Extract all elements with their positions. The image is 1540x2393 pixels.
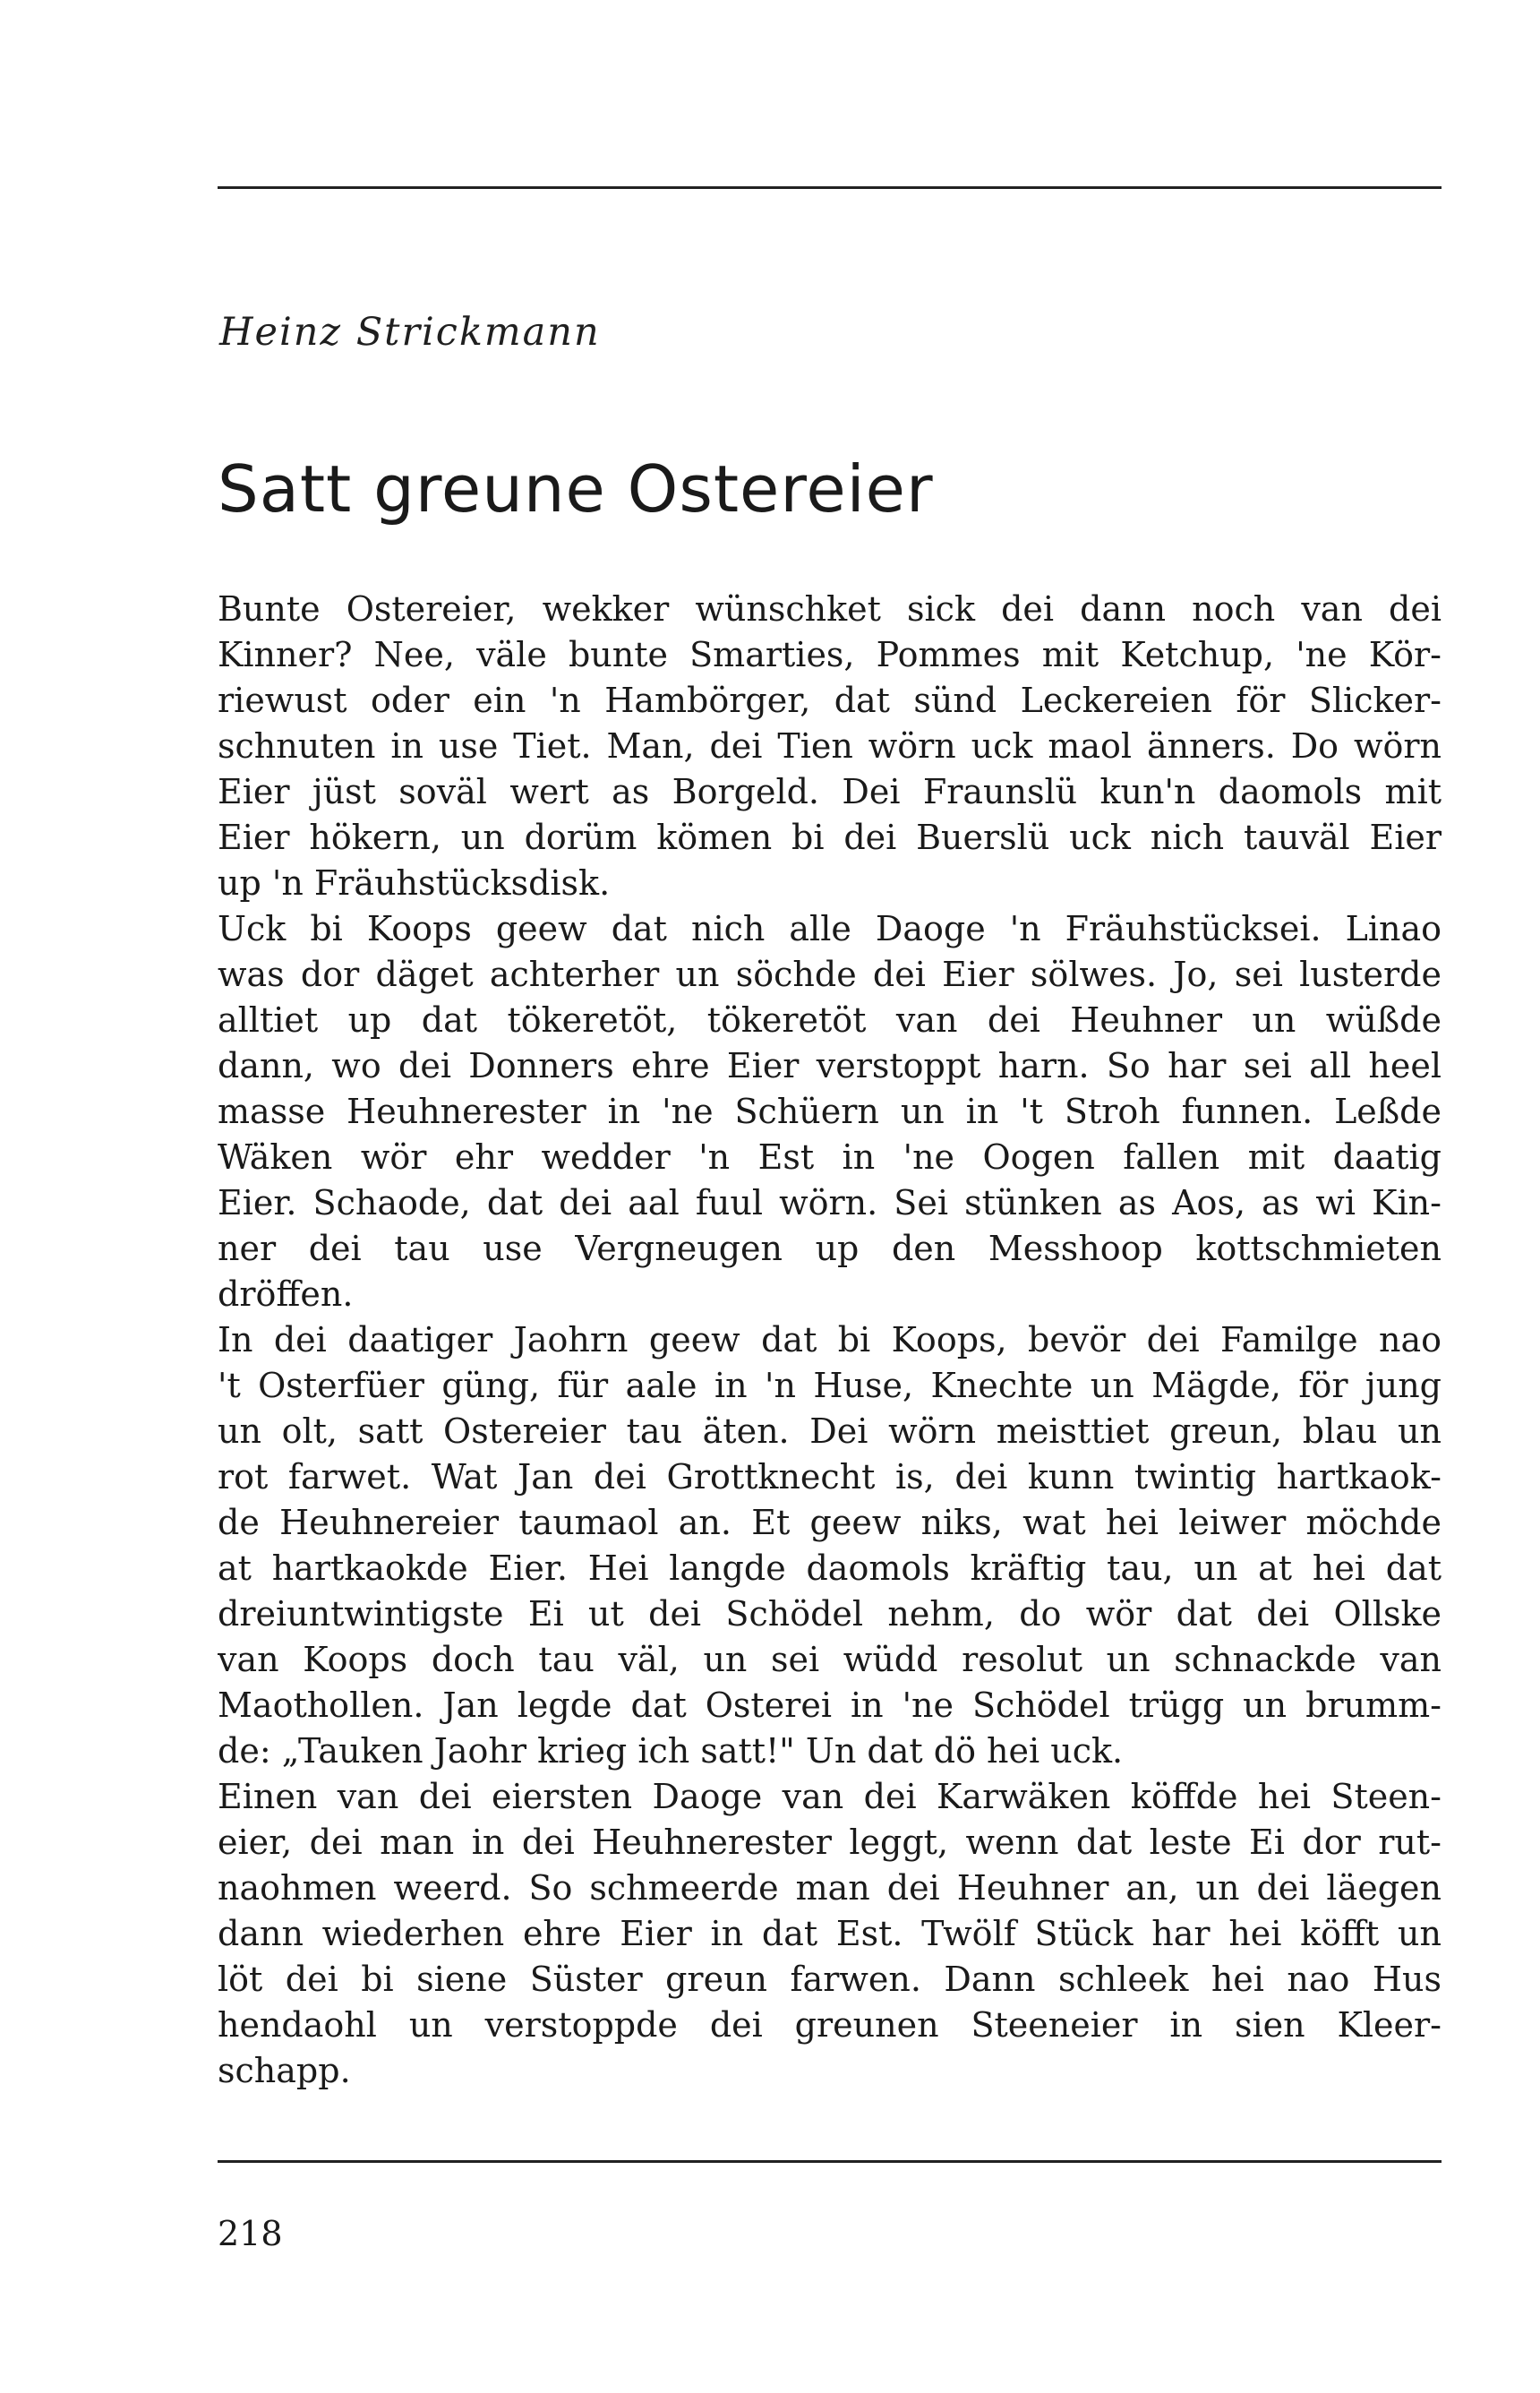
- text-line: dröffen.: [218, 1274, 354, 1314]
- text-line: schnuten in use Tiet. Man, dei Tien wörn uck maol änners. Do wörn: [218, 726, 1442, 766]
- text-line: Einen van dei eiersten Daoge van dei Karwäken köffde hei Steen-: [218, 1777, 1442, 1816]
- page-title: Satt greune Ostereier: [218, 451, 934, 527]
- text-line: Uck bi Koops geew dat nich alle Daoge 'n Fräuhstücksei. Linao: [218, 909, 1442, 948]
- text-line: Eier jüst soväl wert as Borgeld. Dei Fraunslü kun'n daomols mit: [218, 772, 1442, 811]
- text-line: van Koops doch tau väl, un sei wüdd resolut un schnackde van: [218, 1640, 1442, 1679]
- text-line: Eier. Schaode, dat dei aal fuul wörn. Sei stünken as Aos, as wi Kin-: [218, 1183, 1442, 1222]
- bottom-rule: [218, 2160, 1442, 2163]
- text-line: dreiuntwintigste Ei ut dei Schödel nehm, do wör dat dei Ollske: [218, 1594, 1442, 1634]
- text-line: löt dei bi siene Süster greun farwen. Dann schleek hei nao Hus: [218, 1960, 1442, 1999]
- text-line: eier, dei man in dei Heuhnerester leggt, wenn dat leste Ei dor rut-: [218, 1823, 1442, 1862]
- text-line: un olt, satt Ostereier tau äten. Dei wörn meisttiet greun, blau un: [218, 1411, 1442, 1451]
- text-line: Kinner? Nee, väle bunte Smarties, Pommes mit Ketchup, 'ne Kör-: [218, 635, 1442, 674]
- text-line: was dor däget achterher un söchde dei Eier sölwes. Jo, sei lusterde: [218, 955, 1442, 994]
- text-line: masse Heuhnerester in 'ne Schüern un in 't Stroh funnen. Leßde: [218, 1092, 1442, 1131]
- text-line: Maothollen. Jan legde dat Osterei in 'ne Schödel trügg un brumm-: [218, 1685, 1442, 1725]
- text-line: alltiet up dat tökeretöt, tökeretöt van dei Heuhner un wüßde: [218, 1000, 1442, 1040]
- text-line: 't Osterfüer güng, für aale in 'n Huse, Knechte un Mägde, för jung: [218, 1366, 1442, 1405]
- text-line: Eier hökern, un dorüm kömen bi dei Buerslü uck nich tauväl Eier: [218, 818, 1442, 857]
- text-line: ner dei tau use Vergneugen up den Messhoop kottschmieten: [218, 1229, 1442, 1268]
- page-number: 218: [218, 2214, 283, 2253]
- text-line: naohmen weerd. So schmeerde man dei Heuhner an, un dei läegen: [218, 1868, 1442, 1908]
- text-line: dann wiederhen ehre Eier in dat Est. Twölf Stück har hei köfft un: [218, 1914, 1442, 1953]
- text-line: riewust oder ein 'n Hambörger, dat sünd Leckereien för Slicker-: [218, 681, 1442, 720]
- text-line: up 'n Fräuhstücksdisk.: [218, 863, 611, 903]
- text-line: de Heuhnereier taumaol an. Et geew niks, wat hei leiwer möchde: [218, 1503, 1442, 1542]
- text-line: Bunte Ostereier, wekker wünschket sick dei dann noch van dei: [218, 589, 1442, 629]
- text-line: dann, wo dei Donners ehre Eier verstoppt harn. So har sei all heel: [218, 1046, 1442, 1085]
- text-line: rot farwet. Wat Jan dei Grottknecht is, dei kunn twintig hartkaok-: [218, 1457, 1442, 1497]
- text-line: hendaohl un verstoppde dei greunen Steeneier in sien Kleer-: [218, 2005, 1442, 2045]
- text-line: In dei daatiger Jaohrn geew dat bi Koops, bevör dei Familge nao: [218, 1320, 1442, 1359]
- body-text: [218, 587, 1442, 2094]
- text-line: de: „Tauken Jaohr krieg ich satt!" Un dat dö hei uck.: [218, 1731, 1124, 1771]
- top-rule: [218, 186, 1442, 189]
- text-line: Wäken wör ehr wedder 'n Est in 'ne Oogen fallen mit daatig: [218, 1137, 1442, 1177]
- author-name: Heinz Strickmann: [219, 310, 601, 355]
- text-line: schapp.: [218, 2051, 351, 2090]
- text-line: at hartkaokde Eier. Hei langde daomols kräftig tau, un at hei dat: [218, 1548, 1442, 1588]
